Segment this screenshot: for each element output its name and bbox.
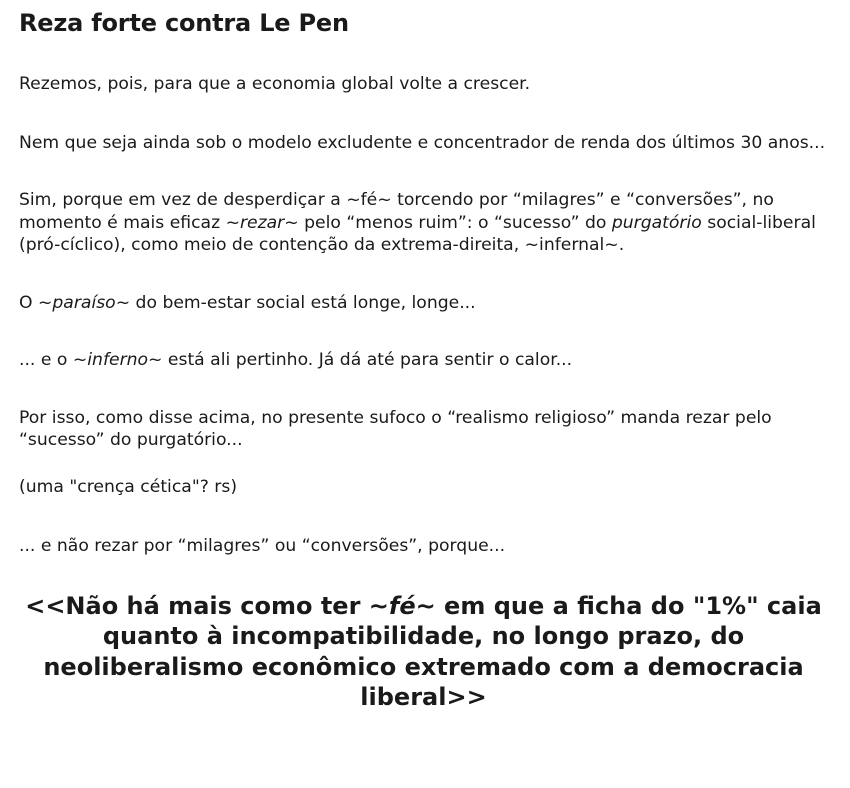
paragraph-3-text-c: pelo “menos ruim”: o “sucesso” do — [298, 212, 612, 233]
article-title: Reza forte contra Le Pen — [19, 9, 349, 37]
quote-emphasis-fe: ~fé~ — [368, 591, 436, 620]
paragraph-3-text-e: social-liberal (pró-cíclico), como meio de contenção da extrema-direita, ~infernal~. — [19, 212, 816, 255]
closing-quote — [19, 591, 828, 713]
paragraph-2: Nem que seja ainda sob o modelo excludente e concentrador de renda dos últimos 30 anos... — [19, 132, 826, 153]
paragraph-3-text-a: Sim, porque em vez de desperdiçar a ~fé~ torcendo por “milagres” e “conversões”, no momento é mais eficaz — [19, 190, 774, 233]
paragraph-4 — [19, 292, 828, 315]
paragraph-7: (uma "crença cética"? rs) — [19, 476, 238, 497]
paragraph-3 — [19, 189, 828, 257]
paragraph-6: Por isso, como disse acima, no presente sufoco o “realismo religioso” manda rezar pelo “sucesso” do purgatório... — [19, 407, 772, 450]
paragraph-5 — [19, 349, 828, 372]
quote-text-a: <<Não há mais como ter — [25, 591, 369, 620]
paragraph-3-emphasis-rezar: ~rezar~ — [225, 212, 299, 233]
paragraph-5-text-c: está ali pertinho. Já dá até para sentir o calor... — [162, 350, 573, 370]
paragraph-5-emphasis-inferno: ~inferno~ — [72, 350, 163, 370]
paragraph-3-emphasis-purgatorio: purgatório — [611, 212, 702, 233]
paragraph-5-text-a: ... e o — [19, 350, 73, 370]
paragraph-4-emphasis-paraiso: ~paraíso~ — [38, 292, 131, 313]
quote-text-c: em que a ficha do "1%" caia quanto à incompatibilidade, no longo prazo, do neoliberalismo econômico extremado com a democracia liberal>> — [43, 591, 822, 711]
paragraph-4-text-c: do bem-estar social está longe, longe... — [130, 292, 476, 313]
paragraph-1: Rezemos, pois, para que a economia global volte a crescer. — [19, 74, 531, 94]
paragraph-8: ... e não rezar por “milagres” ou “conversões”, porque... — [19, 536, 506, 556]
paragraph-4-text-a: O — [19, 292, 38, 313]
